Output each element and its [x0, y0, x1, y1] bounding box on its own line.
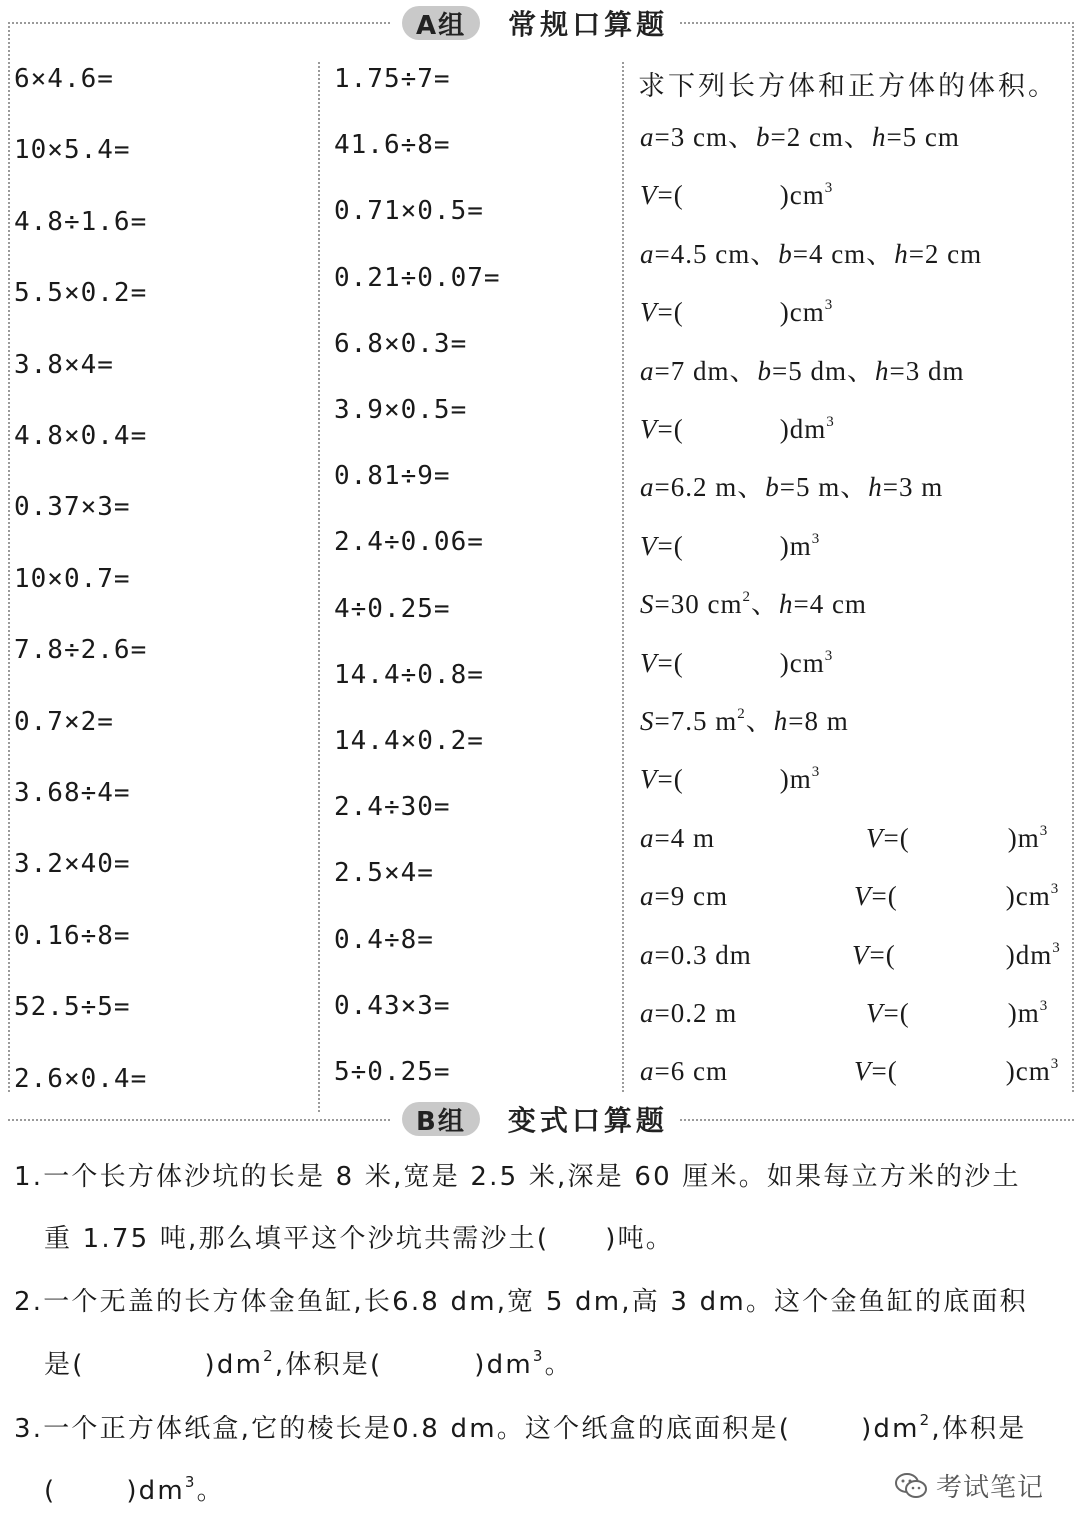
cube-edge: a=0.2 m	[640, 998, 738, 1028]
column-divider-2	[622, 62, 624, 1092]
section-b-header	[392, 1099, 678, 1139]
volume-answer: V=( )$cm^3$	[854, 1056, 1060, 1087]
section-a-title: 常规口算题	[508, 8, 669, 41]
volume-answer: V=( )$cm^3$	[640, 180, 834, 211]
calc-item: 0.16÷8=	[14, 920, 131, 951]
volume-answer: V=( )$m^3$	[866, 822, 1049, 853]
calc-item: 2.4÷30=	[334, 792, 451, 823]
problem-2-line-1: 2.一个无盖的长方体金鱼缸,长6.8 dm,宽 5 dm,高 3 dm。这个金鱼缸的底面积	[14, 1287, 1028, 1317]
calc-item: 5.5×0.2=	[14, 278, 148, 309]
calc-item: 0.81÷9=	[334, 461, 451, 492]
calc-item: 3.2×40=	[14, 849, 131, 880]
cube-edge: a=4 m	[640, 822, 715, 853]
calc-item: 0.71×0.5=	[334, 196, 484, 227]
problem-3-line-1: 3.一个正方体纸盒,它的棱长是0.8 dm。这个纸盒的底面积是( )$dm^2$,体积是	[14, 1411, 1027, 1444]
calc-item: 3.68÷4=	[14, 778, 131, 808]
problem-2-line-2: 是( )$dm^2$,体积是( )$dm^3$。	[44, 1347, 573, 1380]
section-a-badge: A组	[402, 6, 480, 40]
calc-item: 3.8×4=	[14, 349, 114, 380]
prism-dimensions: S=30 $cm^2$、h=4 cm	[640, 589, 867, 620]
calc-item: 3.9×0.5=	[334, 395, 468, 425]
cube-edge: a=6 cm	[640, 1056, 728, 1087]
prism-dimensions: S=7.5 $m^2$、h=8 m	[640, 706, 849, 736]
wechat-icon	[894, 1471, 928, 1501]
calc-item: 5÷0.25=	[334, 1057, 451, 1087]
calc-item: 14.4÷0.8=	[334, 659, 484, 690]
calc-item: 10×0.7=	[14, 563, 131, 594]
volume-answer: V=( )$m^3$	[640, 764, 821, 795]
calc-item: 6.8×0.3=	[334, 328, 468, 359]
volume-instructions: 求下列长方体和正方体的体积。	[638, 71, 1058, 102]
calc-item: 4.8÷1.6=	[14, 206, 148, 237]
volume-answer: V=( )$cm^3$	[640, 647, 834, 678]
volume-answer: V=( )$dm^3$	[852, 939, 1061, 970]
watermark	[894, 1467, 1044, 1504]
calc-item: 2.6×0.4=	[14, 1063, 148, 1094]
calc-item: 2.4÷0.06=	[334, 527, 484, 558]
calc-item: 0.37×3=	[14, 492, 131, 523]
volume-answer: V=( )$dm^3$	[640, 414, 835, 444]
section-a-header	[392, 3, 678, 43]
calc-item: 0.4÷8=	[334, 924, 434, 955]
problem-1-line-1: 1.一个长方体沙坑的长是 8 米,宽是 2.5 米,深是 60 厘米。如果每立方米的沙土	[14, 1162, 1021, 1192]
cube-edge: a=9 cm	[640, 881, 728, 912]
watermark-text: 考试笔记	[935, 1473, 1044, 1503]
calc-item: 0.43×3=	[334, 990, 451, 1021]
calc-item: 0.7×2=	[14, 706, 114, 737]
cuboid-dimensions: a=6.2 m、b=5 m、h=3 m	[640, 472, 944, 503]
calc-item: 1.75÷7=	[334, 64, 451, 94]
volume-answer: V=( )$m^3$	[640, 530, 821, 561]
volume-answer: V=( )$m^3$	[866, 998, 1049, 1028]
cuboid-dimensions: a=4.5 cm、b=4 cm、h=2 cm	[640, 238, 983, 269]
calc-item: 10×5.4=	[14, 135, 131, 166]
problem-3-line-2: ( )$dm^3$。	[44, 1473, 225, 1506]
problem-1-line-2: 重 1.75 吨,那么填平这个沙坑共需沙土( )吨。	[44, 1224, 674, 1254]
section-b-badge: B组	[402, 1102, 480, 1136]
calc-item: 6×4.6=	[14, 64, 114, 94]
calc-item: 52.5÷5=	[14, 992, 131, 1023]
column-divider-1	[318, 62, 320, 1112]
section-b-title: 变式口算题	[507, 1104, 668, 1137]
cuboid-dimensions: a=7 dm、b=5 dm、h=3 dm	[640, 355, 965, 386]
left-border	[8, 22, 10, 1092]
calc-item: 4÷0.25=	[334, 593, 451, 624]
calc-item: 0.21÷0.07=	[334, 262, 501, 293]
calc-item: 4.8×0.4=	[14, 421, 148, 451]
calc-item: 7.8÷2.6=	[14, 635, 148, 666]
cuboid-dimensions: a=3 cm、b=2 cm、h=5 cm	[640, 122, 960, 152]
volume-answer: V=( )$cm^3$	[854, 881, 1060, 912]
right-border	[1072, 22, 1074, 1092]
volume-answer: V=( )$cm^3$	[640, 297, 834, 328]
calc-item: 2.5×4=	[334, 858, 434, 889]
cube-edge: a=0.3 dm	[640, 939, 752, 970]
calc-item: 14.4×0.2=	[334, 726, 484, 756]
calc-item: 41.6÷8=	[334, 130, 451, 161]
